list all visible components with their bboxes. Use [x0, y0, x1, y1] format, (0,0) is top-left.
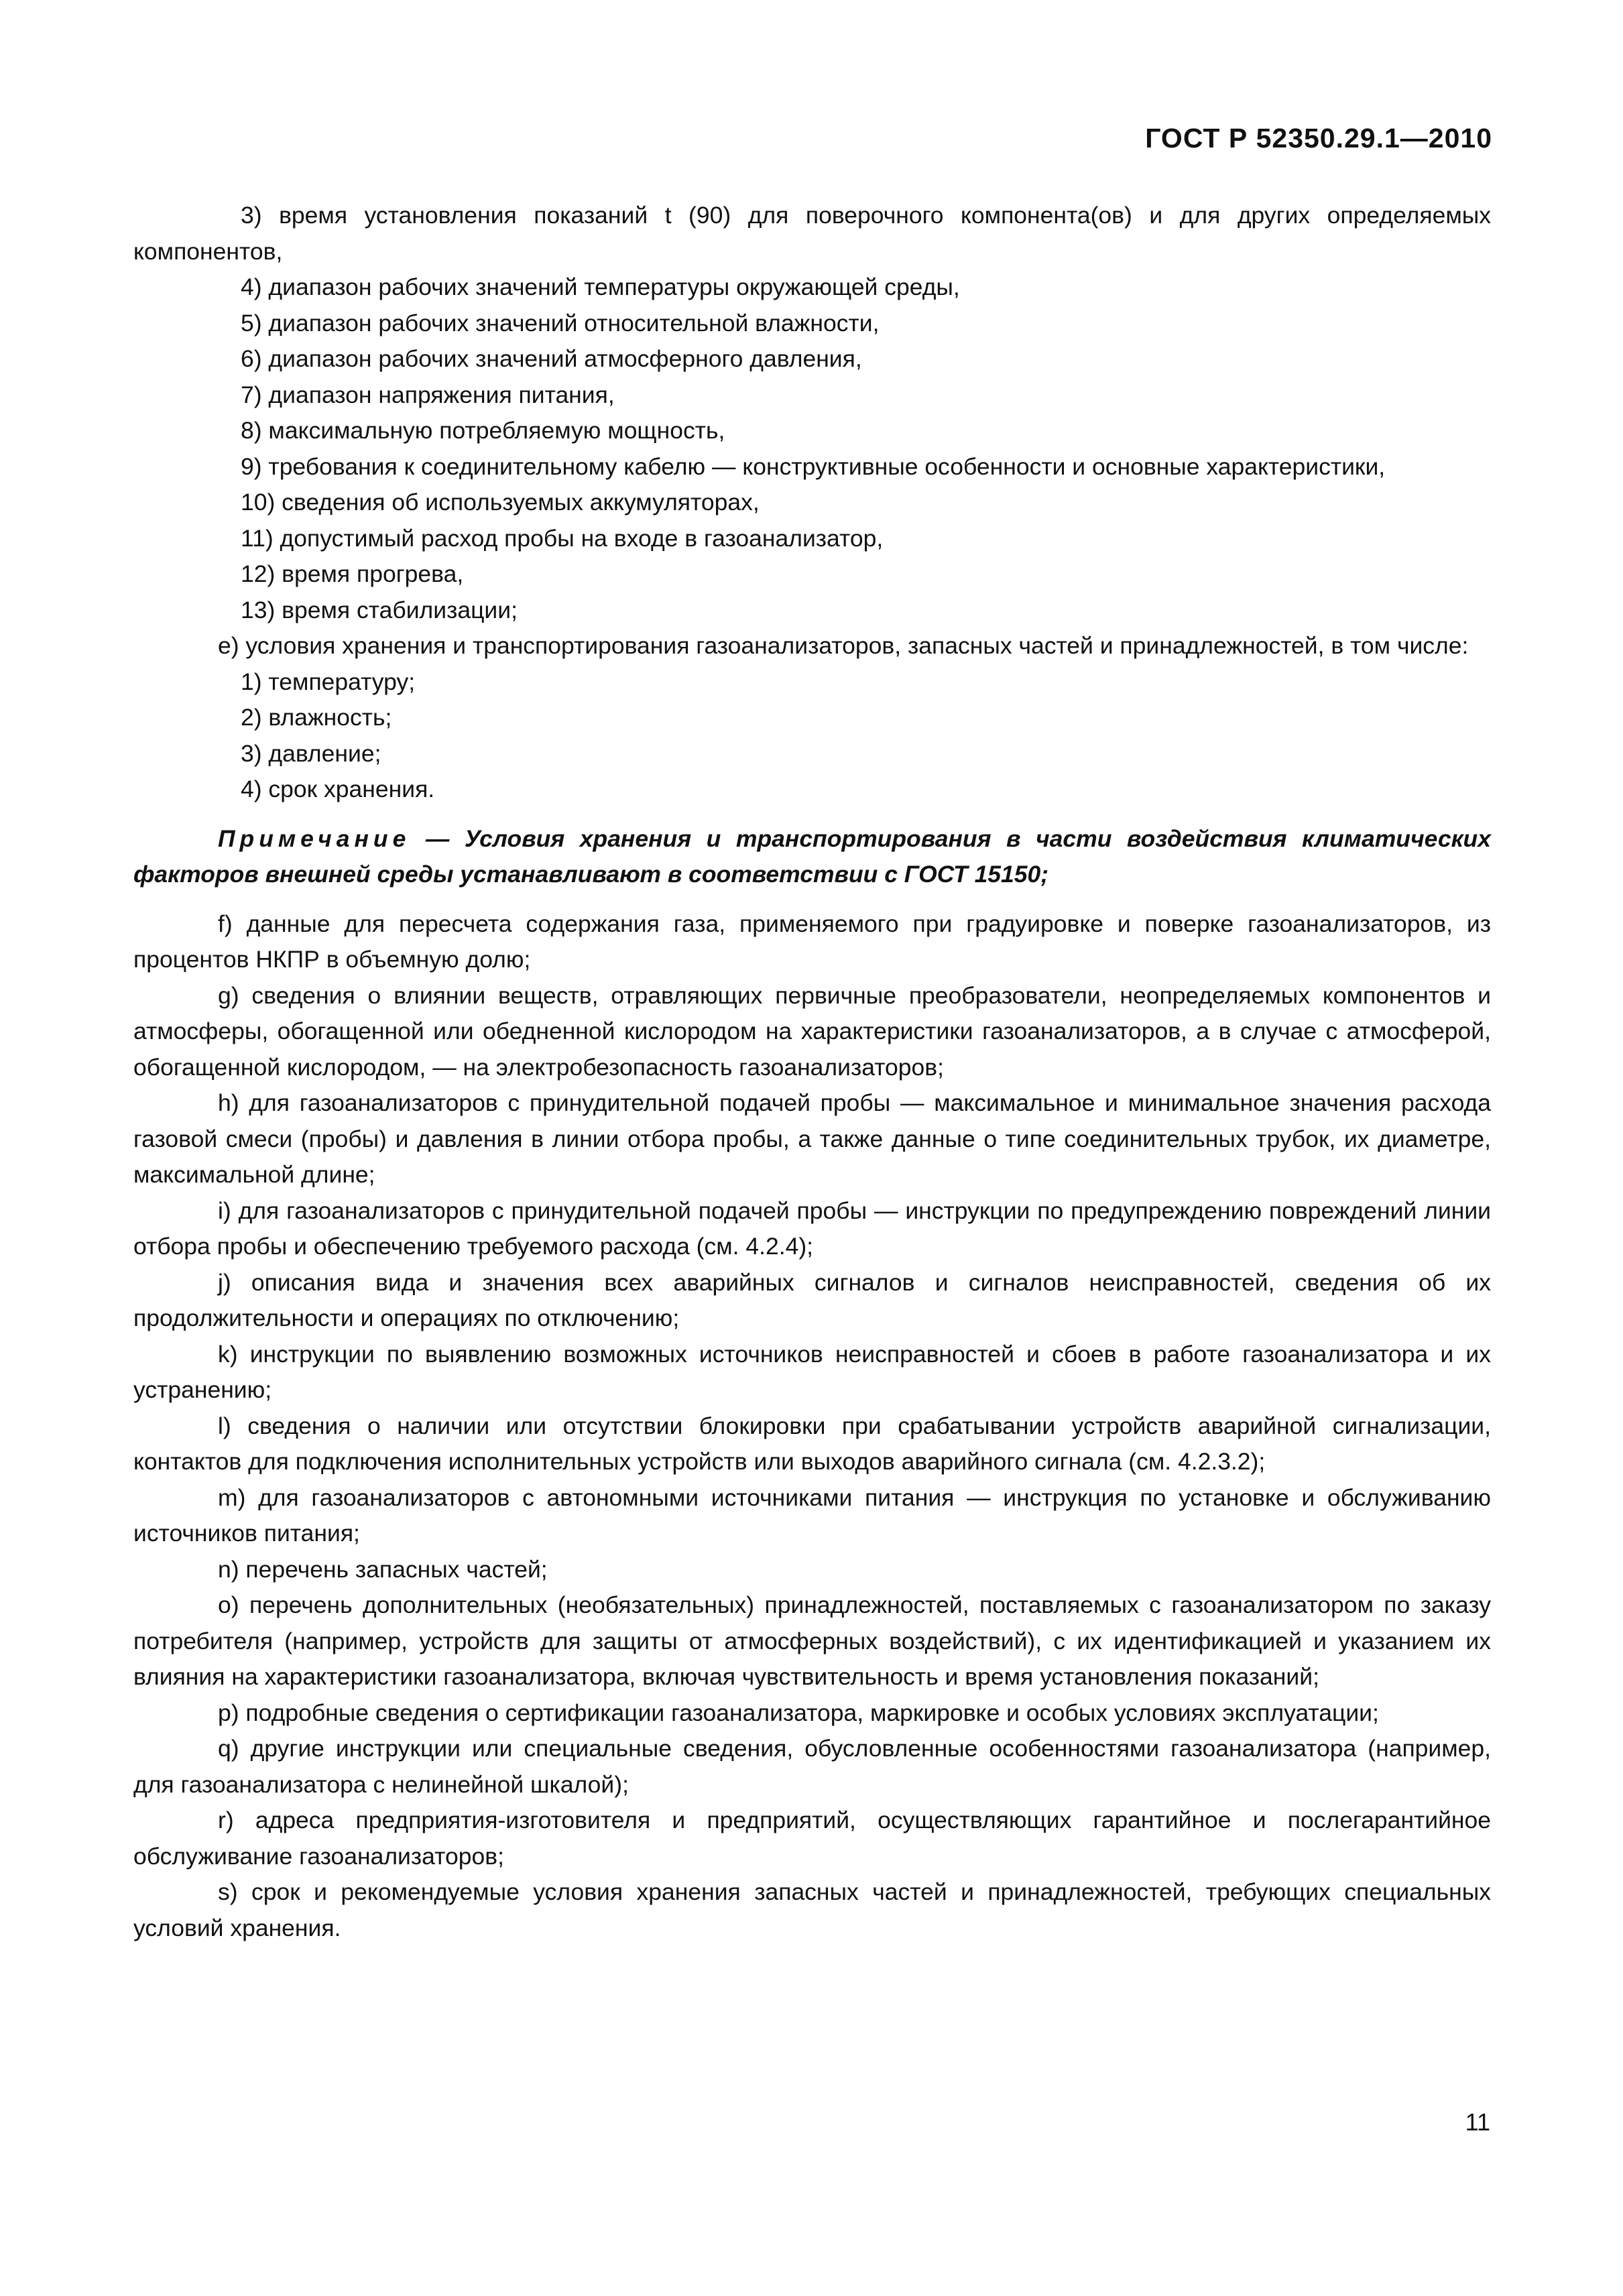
paragraph-f: f) данные для пересчета содержания газа, применяемого при градуировке и поверке газоанализаторов, из процентов НКПР в объемную долю;	[133, 910, 1491, 973]
paragraph-k: k) инструкции по выявлению возможных источников неисправностей и сбоев в работе газоанализатора и их устранению;	[133, 1340, 1491, 1403]
paragraph-n: n) перечень запасных частей;	[218, 1555, 548, 1583]
paragraph-g: g) сведения о влиянии веществ, отравляющих первичные преобразователи, неопределяемых компонентов и атмосферы, обогащенной или обедненной кислородом на характеристики газоанализаторов, а в случае с атмосферой, обогащенной кислородом, — на электробезопасность газоанализаторов;	[133, 981, 1491, 1081]
note-paragraph	[133, 821, 1491, 893]
list-item-e10: 10) сведения об используемых аккумуляторах,	[241, 489, 760, 516]
list-item-e8: 8) максимальную потребляемую мощность,	[241, 417, 725, 444]
paragraph-m: m) для газоанализаторов с автономными источниками питания — инструкция по установке и обслуживанию источников питания;	[133, 1484, 1491, 1547]
paragraph-j: j) описания вида и значения всех аварийных сигналов и сигналов неисправностей, сведения об их продолжительности и операциях по отключению;	[133, 1268, 1491, 1331]
paragraph-s: s) срок и рекомендуемые условия хранения запасных частей и принадлежностей, требующих специальных условий хранения.	[133, 1878, 1491, 1941]
list-item-e6: 6) диапазон рабочих значений атмосферного давления,	[241, 345, 862, 372]
list-item-e9: 9) требования к соединительному кабелю — конструктивные особенности и основные характеристики,	[241, 452, 1386, 480]
page-number: 11	[1465, 2108, 1490, 2136]
note-label: Примечание	[218, 825, 411, 852]
note-text: — Условия хранения и транспортирования в части воздействия климатических факторов внешней среды устанавливают в соответствии с ГОСТ 15150;	[133, 825, 1491, 888]
storage-item-4: 4) срок хранения.	[241, 776, 435, 802]
paragraph-i: i) для газоанализаторов с принудительной подачей пробы — инструкции по предупреждению повреждений линии отбора пробы и обеспечению требуемого расхода (см. 4.2.4);	[133, 1197, 1491, 1260]
storage-item-3: 3) давление;	[241, 739, 381, 767]
paragraph-q: q) другие инструкции или специальные сведения, обусловленные особенностями газоанализатора (например, для газоанализатора с нелинейной шкалой);	[133, 1735, 1491, 1798]
list-item-e11: 11) допустимый расход пробы на входе в газоанализатор,	[241, 524, 884, 552]
list-item-e7: 7) диапазон напряжения питания,	[241, 381, 615, 408]
paragraph-p: p) подробные сведения о сертификации газоанализатора, маркировке и особых условиях эксплуатации;	[218, 1699, 1379, 1726]
paragraph-h: h) для газоанализаторов с принудительной подачей пробы — максимальное и минимальное значения расхода газовой смеси (пробы) и давления в линии отбора пробы, а также данные о типе соединительных трубок, их диаметре, максимальной длине;	[133, 1089, 1491, 1188]
paragraph-e: e) условия хранения и транспортирования газоанализаторов, запасных частей и принадлежностей, в том числе:	[218, 632, 1469, 659]
list-item-e12: 12) время прогрева,	[241, 560, 464, 587]
document-body	[133, 198, 1491, 1946]
list-item-e13: 13) время стабилизации;	[241, 596, 518, 623]
paragraph-r: r) адреса предприятия-изготовителя и предприятий, осуществляющих гарантийное и послегарантийное обслуживание газоанализаторов;	[133, 1807, 1491, 1870]
list-item-e3: 3) время установления показаний t (90) для поверочного компонента(ов) и для других определяемых компонентов,	[133, 202, 1491, 265]
list-item-e4: 4) диапазон рабочих значений температуры окружающей среды,	[241, 274, 960, 300]
storage-item-1: 1) температуру;	[241, 668, 416, 695]
paragraph-l: l) сведения о наличии или отсутствии блокировки при срабатывании устройств аварийной сигнализации, контактов для подключения исполнительных устройств или выходов аварийного сигнала (см. 4.2.3.2);	[133, 1412, 1491, 1475]
list-item-e5: 5) диапазон рабочих значений относительной влажности,	[241, 309, 880, 337]
paragraph-o: o) перечень дополнительных (необязательных) принадлежностей, поставляемых с газоанализатором по заказу потребителя (например, устройств для защиты от атмосферных воздействий), с их идентификацией и указанием их влияния на характеристики газоанализатора, включая чувствительность и время установления показаний;	[133, 1591, 1491, 1690]
storage-item-2: 2) влажность;	[241, 704, 392, 731]
document-header: ГОСТ Р 52350.29.1—2010	[1145, 123, 1492, 154]
